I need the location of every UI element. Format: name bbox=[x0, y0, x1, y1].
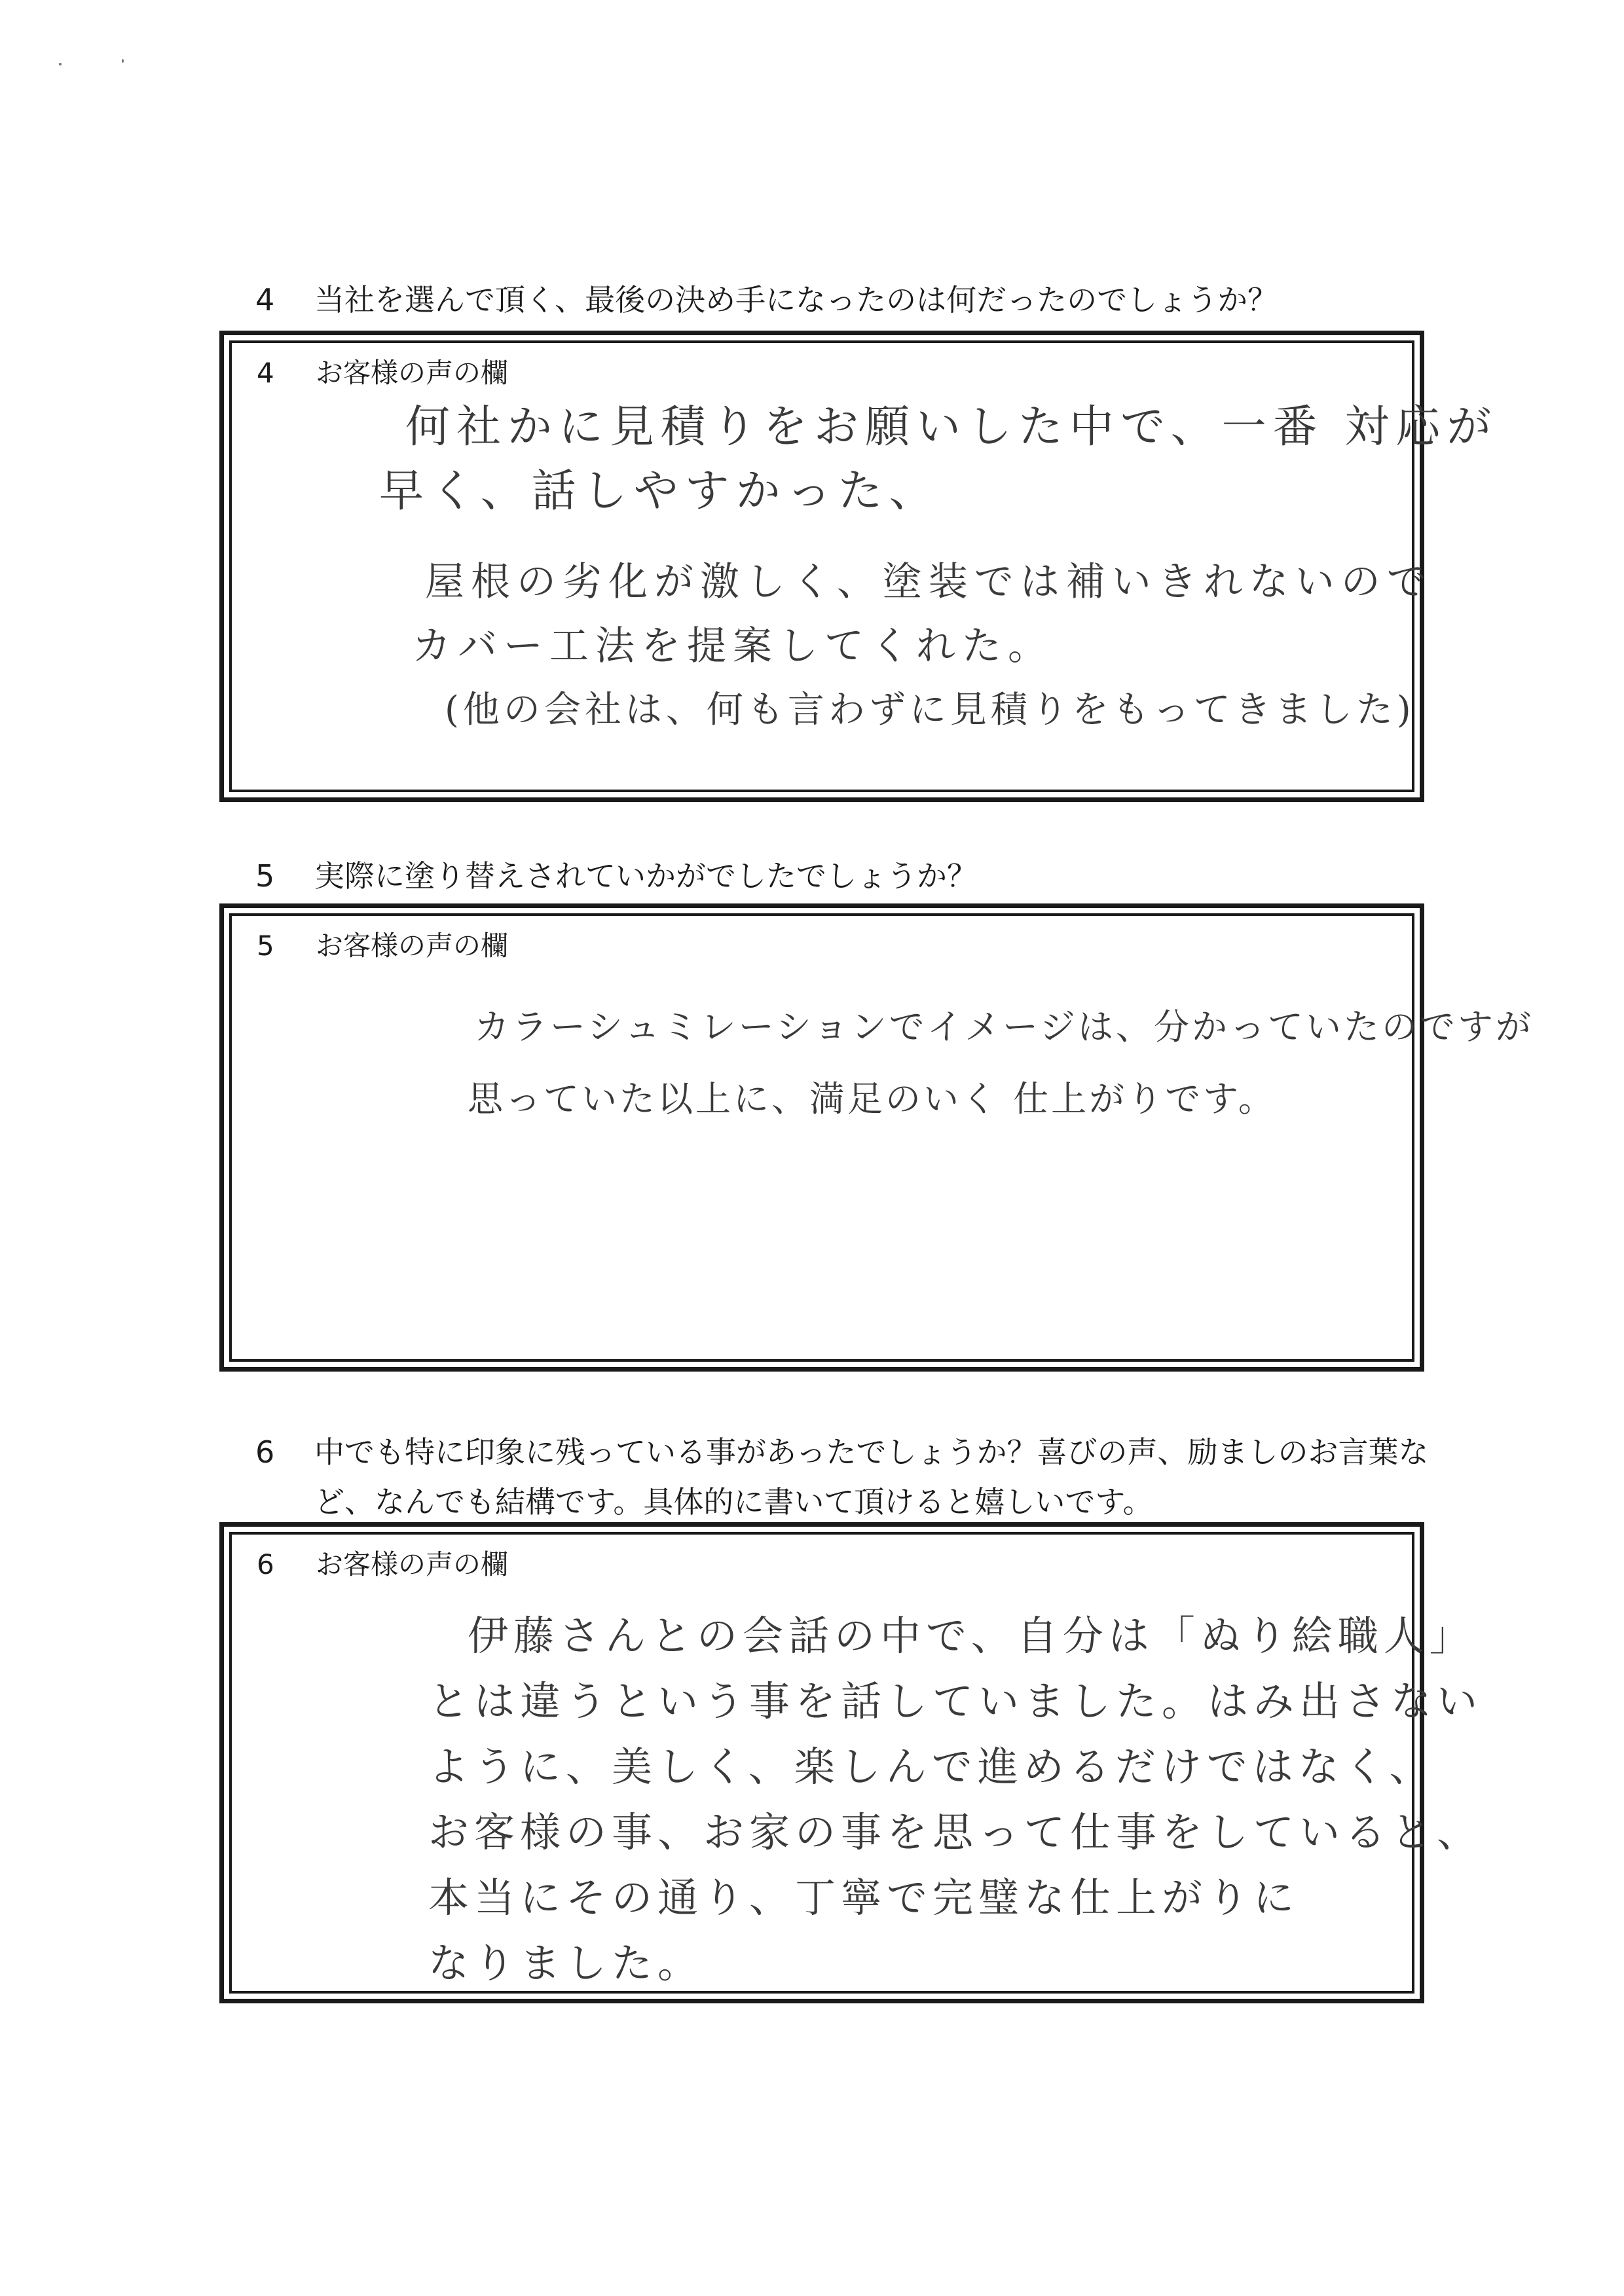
question-5 bbox=[255, 851, 1434, 901]
handwritten-answer-4 bbox=[379, 395, 1498, 742]
question-text-line-2: ど、なんでも結構です。具体的に書いて頂けると嬉しいです。 bbox=[314, 1484, 1153, 1520]
handwritten-answer-6 bbox=[428, 1603, 1483, 1996]
box-inner-frame bbox=[229, 913, 1534, 1362]
handwritten-line: 本当にその通り、丁寧で完璧な仕上がりに bbox=[428, 1874, 1300, 1922]
handwritten-line: なりました。 bbox=[428, 1939, 704, 1987]
question-6 bbox=[255, 1427, 1434, 1527]
box-label bbox=[257, 928, 508, 964]
box-number: 6 bbox=[257, 1548, 274, 1580]
handwritten-line: カラーシュミレーションでイメージは、分かっていたのですが bbox=[474, 1006, 1534, 1048]
handwritten-line: 何社かに見積りをお願いした中で、一番 対応が bbox=[405, 401, 1498, 453]
box-label-text: お客様の声の欄 bbox=[316, 930, 509, 962]
box-number: 4 bbox=[257, 357, 274, 389]
question-4 bbox=[255, 275, 1434, 325]
customer-voice-box-4 bbox=[219, 331, 1498, 802]
question-text-line-1: 中でも特に印象に残っている事があったでしょうか？喜びの声、励ましのお言葉な bbox=[314, 1434, 1429, 1470]
box-label bbox=[257, 355, 508, 392]
box-label-text: お客様の声の欄 bbox=[316, 357, 509, 389]
handwritten-line: お客様の事、お家の事を思って仕事をしていると、 bbox=[428, 1808, 1483, 1856]
handwritten-line: (他の会社は、何も言わずに見積りをもってきました) bbox=[445, 689, 1415, 731]
customer-voice-box-5 bbox=[219, 903, 1534, 1372]
question-number: 5 bbox=[255, 858, 275, 894]
box-number: 5 bbox=[257, 930, 274, 962]
handwritten-line: カバー工法を提案してくれた。 bbox=[412, 623, 1054, 669]
question-text: 当社を選んで頂く、最後の決め手になったのは何だったのでしょうか？ bbox=[314, 282, 1278, 318]
handwritten-line: とは違うという事を話していました。はみ出さない bbox=[428, 1677, 1483, 1725]
handwritten-line: 屋根の劣化が激しく、塗装では補いきれないので bbox=[425, 559, 1433, 605]
handwritten-line: 思っていた以上に、満足のいく 仕上がりです。 bbox=[468, 1078, 1276, 1120]
scan-speck bbox=[59, 63, 62, 65]
handwritten-answer-5 bbox=[468, 991, 1534, 1135]
question-text: 実際に塗り替えされていかがでしたでしょうか？ bbox=[314, 858, 977, 894]
question-number: 4 bbox=[255, 282, 275, 318]
box-inner-frame bbox=[229, 1532, 1483, 1994]
box-label-text: お客様の声の欄 bbox=[316, 1548, 509, 1580]
handwritten-line: ように、美しく、楽しんで進めるだけではなく、 bbox=[428, 1743, 1435, 1791]
scan-speck bbox=[122, 59, 124, 63]
question-number: 6 bbox=[255, 1434, 275, 1470]
handwritten-line: 早く、話しやすかった、 bbox=[379, 465, 940, 517]
box-label bbox=[257, 1546, 508, 1583]
customer-voice-box-6 bbox=[219, 1522, 1483, 2003]
handwritten-line: 伊藤さんとの会話の中で、自分は「ぬり絵職人」 bbox=[468, 1612, 1475, 1660]
box-inner-frame bbox=[229, 340, 1498, 792]
